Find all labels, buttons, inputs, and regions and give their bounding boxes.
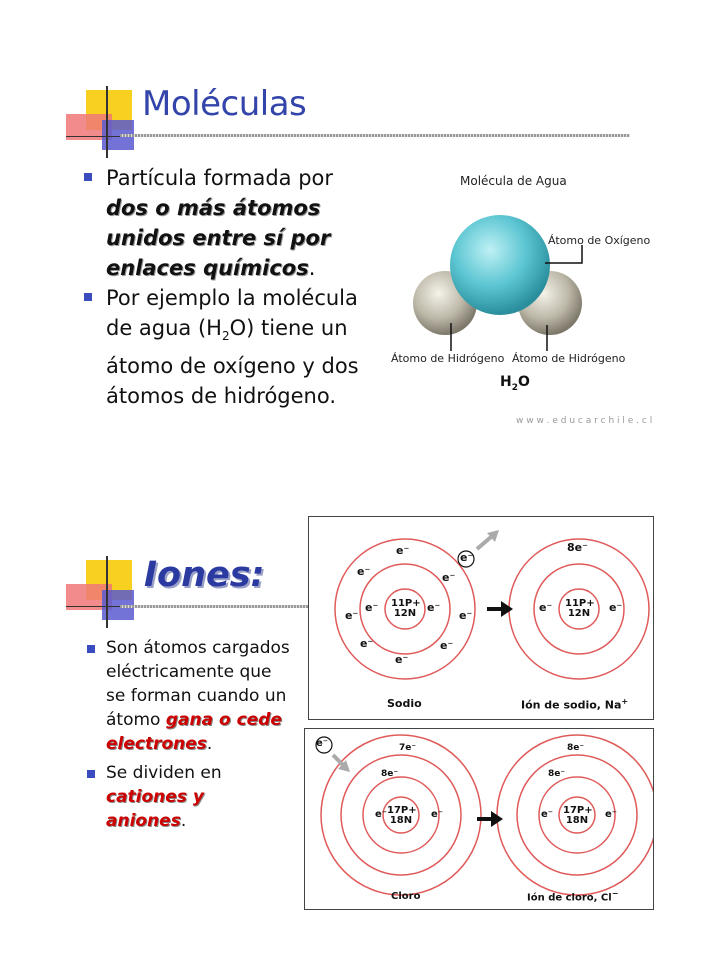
bullet-text: Partícula formada por dos o más átomos unidos entre sí por enlaces químicos. <box>106 163 376 283</box>
water-formula: $H_2O$ <box>500 374 530 393</box>
electron: e⁻ <box>459 609 473 622</box>
electron: e⁻ <box>609 601 623 614</box>
electron: e⁻ <box>357 565 371 578</box>
title-decoration <box>66 556 146 628</box>
bullet-marker <box>84 293 92 301</box>
bullet-text: Son átomos cargados eléctricamente que se forman cuando un átomo gana o cede electrones. <box>106 638 290 754</box>
bullet-text: Se dividen en cationes y aniones. <box>106 761 306 833</box>
electron: e⁻ <box>395 653 409 666</box>
bullet-text: Por ejemplo la molécula de agua $(H_2O)$ tiene un átomo de oxígeno y dos átomos de hidrógeno. <box>106 286 359 409</box>
bullet-marker <box>87 645 95 653</box>
caption: Ión de sodio, Na+ <box>521 697 629 712</box>
caption: Ión de cloro, Cl− <box>527 889 619 904</box>
caption: Cloro <box>391 891 421 902</box>
electron: e⁻ <box>460 551 474 564</box>
outer-shell-label: 8e⁻ <box>567 541 588 554</box>
hydrogen-right-label: Átomo de Hidrógeno <box>512 352 626 365</box>
water-molecule-figure <box>385 165 660 435</box>
electron: e⁻ <box>605 809 618 820</box>
electron: e⁻ <box>375 809 388 820</box>
electron: e⁻ <box>345 609 359 622</box>
nucleus-label: 11P+ 12N <box>391 598 421 619</box>
caption: Sodio <box>387 697 422 710</box>
electron: e⁻ <box>427 601 441 614</box>
page-title: Iones: <box>144 555 265 595</box>
shell-label: 8e⁻ <box>381 769 399 779</box>
emphasis-text: gana o cede <box>165 710 282 730</box>
nucleus-label: 17P+ 18N <box>387 805 417 826</box>
nucleus-label: 17P+ 18N <box>563 805 593 826</box>
electron: e⁻ <box>316 738 329 749</box>
electron: e⁻ <box>431 809 444 820</box>
bullet-marker <box>87 770 95 778</box>
electron: e⁻ <box>396 544 410 557</box>
emphasis-text: enlaces químicos <box>106 256 309 280</box>
electron: e⁻ <box>365 601 379 614</box>
figure-title: Molécula de Agua <box>460 174 567 188</box>
sodium-ion-figure <box>308 516 654 720</box>
electron: e⁻ <box>541 809 554 820</box>
bullet-marker <box>84 173 92 181</box>
chlorine-ion-figure <box>304 728 654 910</box>
electron: e⁻ <box>539 601 553 614</box>
emphasis-text: cationes y <box>106 787 204 807</box>
title-decoration <box>66 86 146 158</box>
hydrogen-left-label: Átomo de Hidrógeno <box>391 352 505 365</box>
oxygen-atom <box>450 215 550 315</box>
electron: e⁻ <box>360 637 374 650</box>
nucleus-label: 11P+ 12N <box>565 598 595 619</box>
page-title: Moléculas <box>142 84 307 124</box>
title-divider <box>120 605 310 608</box>
shell-label: 7e⁻ <box>399 743 417 753</box>
emphasis-text: aniones <box>106 811 181 831</box>
emphasis-text: electrones <box>106 734 207 754</box>
shell-label: 8e⁻ <box>567 743 585 753</box>
electron: e⁻ <box>440 639 454 652</box>
title-divider <box>120 134 630 137</box>
watermark: w w w . e d u c a r c h i l e . c l <box>516 416 653 426</box>
emphasis-text: unidos entre sí por <box>106 226 331 250</box>
emphasis-text: dos o más átomos <box>106 196 321 220</box>
shell-label: 8e⁻ <box>548 769 566 779</box>
electron: e⁻ <box>442 571 456 584</box>
oxygen-label: Átomo de Oxígeno <box>548 234 651 247</box>
